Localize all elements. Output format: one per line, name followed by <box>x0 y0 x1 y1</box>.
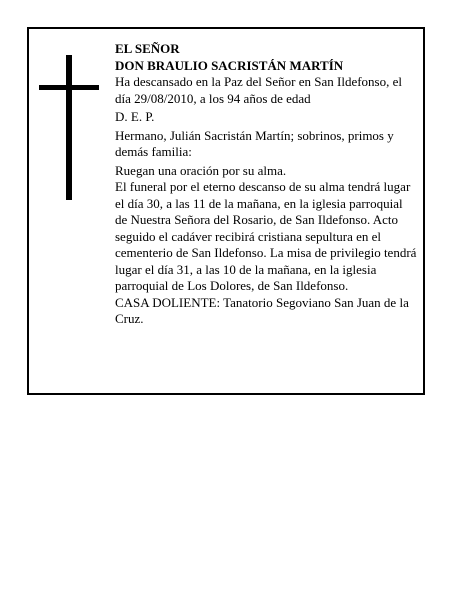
obituary-text <box>115 41 417 330</box>
prayer-line: Ruegan una oración por su alma. <box>115 162 287 178</box>
cross-horizontal-bar <box>39 85 99 90</box>
casa-doliente-line: CASA DOLIENTE: Tanatorio Segoviano San Juan de la Cruz. <box>115 294 409 326</box>
deceased-name: DON BRAULIO SACRISTÁN MARTÍN <box>115 57 344 73</box>
funeral-details: El funeral por el eterno descanso de su alma tendrá lugar el día 30, a las 11 de la mañana, en la iglesia parroquial de Nuestra Señora del Rosario, de San Ildefonso. Acto seguido el cadáver recibirá cristiana sepultura en el cementerio de San Ildefonso. La misa de privilegio tendrá lugar el día 31, a las 10 de la mañana, en la iglesia parroquial de Los Dolores, de San Ildefonso. <box>115 179 417 293</box>
obituary-heading <box>115 41 417 74</box>
obituary-notice <box>27 27 425 395</box>
family-line: Hermano, Julián Sacristán Martín; sobrinos, primos y demás familia: <box>115 127 394 159</box>
cross-vertical-bar <box>66 55 72 200</box>
rest-statement: Ha descansado en la Paz del Señor en San Ildefonso, el día 29/08/2010, a los 94 años de edad <box>115 74 402 106</box>
dep-line: D. E. P. <box>115 109 155 124</box>
heading-title: EL SEÑOR <box>115 41 180 56</box>
cross-icon <box>39 55 99 200</box>
